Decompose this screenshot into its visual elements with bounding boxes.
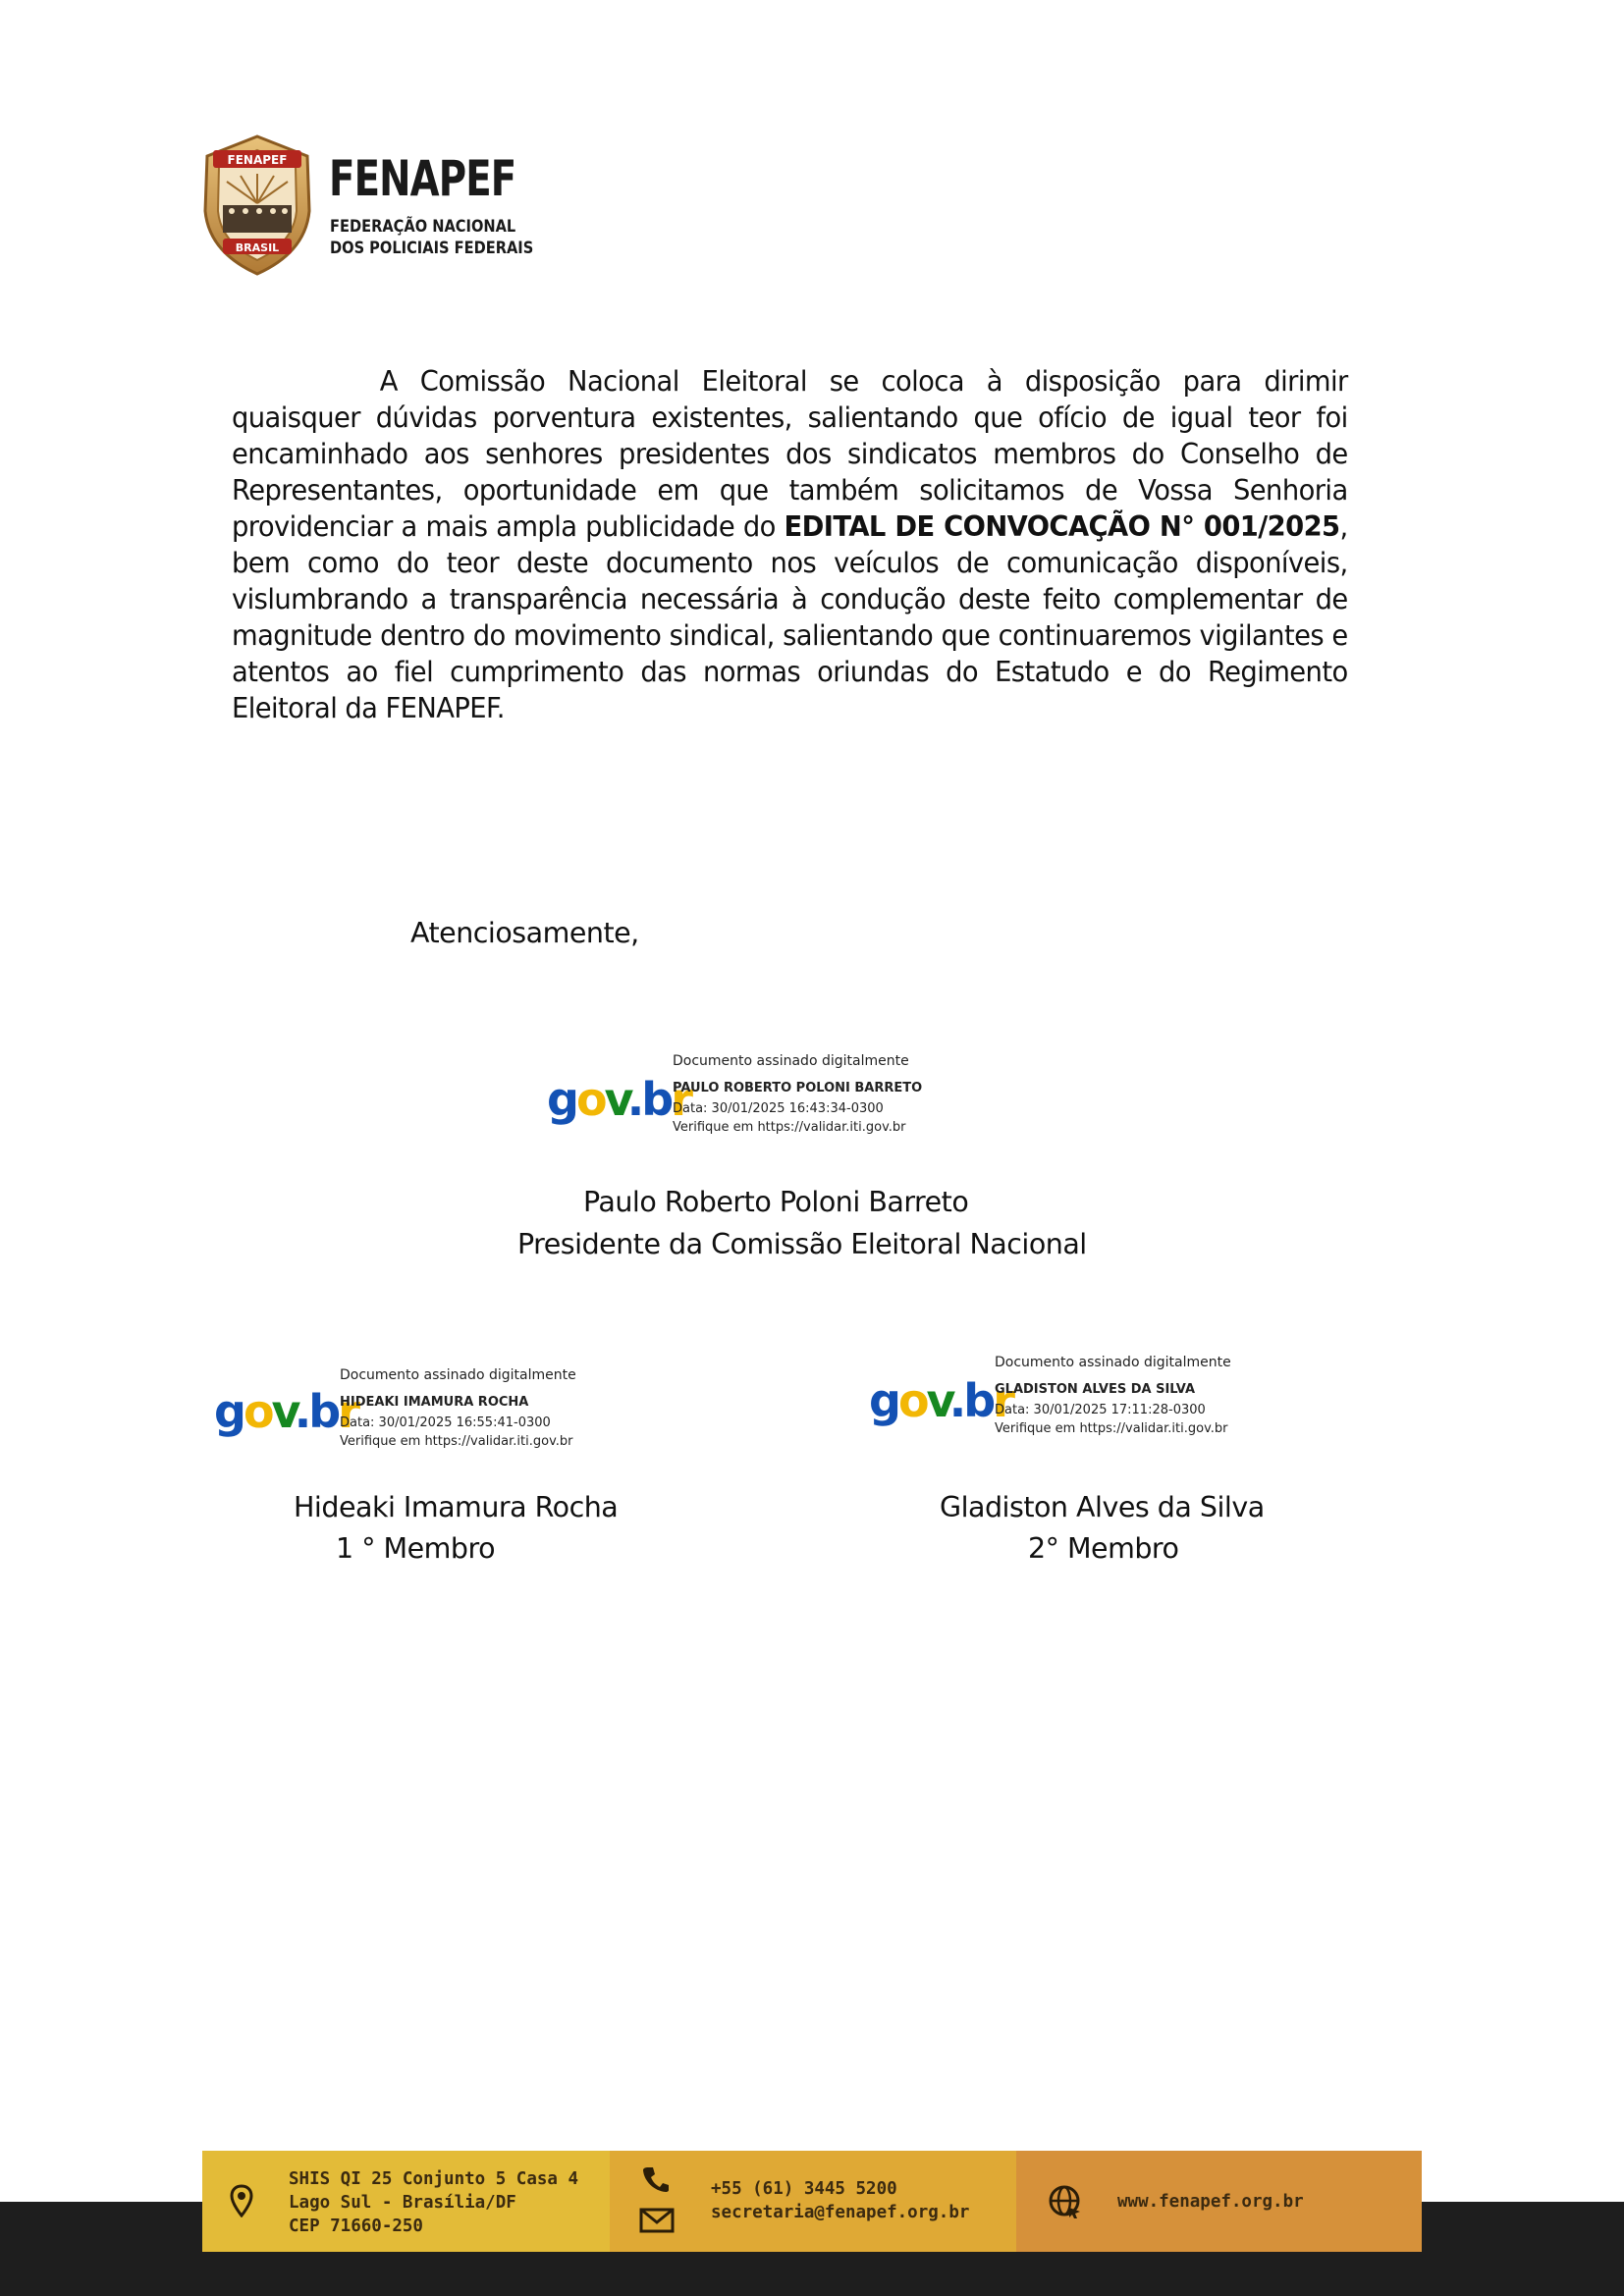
footer-contact-bar — [202, 2151, 1422, 2252]
signer-role: 2° Membro — [1028, 1532, 1179, 1565]
govbr-logo: gov.br — [547, 1073, 690, 1126]
footer-contact-segment — [610, 2151, 1016, 2252]
govbr-signature-stamp: gov.br Documento assinado digitalmente PAULO ROBERTO POLONI BARRETO Data: 30/01/2025 16:43:34-0300 Verifique em https://validar.iti.gov.br — [547, 1053, 923, 1135]
footer-address-segment — [202, 2151, 610, 2252]
signer-name: Gladiston Alves da Silva — [940, 1491, 1265, 1523]
govbr-signature-stamp: gov.br Documento assinado digitalmente HIDEAKI IMAMURA ROCHA Data: 30/01/2025 16:55:41-0300 Verifique em https://validar.iti.gov.br — [214, 1367, 576, 1449]
govbr-logo: gov.br — [869, 1374, 1012, 1427]
footer-website[interactable]: www.fenapef.org.br — [1117, 2192, 1304, 2212]
body-paragraph: A Comissão Nacional Eleitoral se coloca à disposição para dirimir quaisquer dúvidas porventura existentes, salientando que ofício de igual teor foi encaminhado aos senhores presidentes dos sindicatos membros do Conselho de Representantes, oportunidade em que também solicitamos de Vossa Senhoria providenciar a mais ampla publicidade do EDITAL DE CONVOCAÇÃO N° 001/2025, bem como do teor deste documento nos veículos de comunicação disponíveis, vislumbrando a transparência necessária à condução deste feito complementar de magnitude dentro do movimento sindical, salientando que continuaremos vigilantes e atentos ao fiel cumprimento das normas oriundas do Estatudo e do Regimento Eleitoral da FENAPEF. — [232, 365, 1348, 724]
footer-address-line1: SHIS QI 25 Conjunto 5 Casa 4 — [289, 2169, 579, 2189]
svg-text:FENAPEF: FENAPEF — [227, 153, 288, 167]
signer-role: 1 ° Membro — [336, 1532, 496, 1565]
signer-name: Paulo Roberto Poloni Barreto — [583, 1186, 969, 1218]
govbr-signature-stamp: gov.br Documento assinado digitalmente GLADISTON ALVES DA SILVA Data: 30/01/2025 17:11:28-0300 Verifique em https://validar.iti.gov.br — [869, 1355, 1231, 1436]
phone-icon — [641, 2164, 671, 2194]
logo-subtitle-line1: FEDERAÇÃO NACIONAL — [330, 217, 516, 237]
svg-text:BRASIL: BRASIL — [235, 241, 280, 254]
edital-reference: EDITAL DE CONVOCAÇÃO N° 001/2025 — [784, 510, 1340, 543]
footer-phone: +55 (61) 3445 5200 — [711, 2179, 897, 2199]
envelope-icon — [639, 2208, 675, 2233]
logo-subtitle-line2: DOS POLICIAIS FEDERAIS — [330, 239, 534, 258]
footer-address-line2: Lago Sul - Brasília/DF — [289, 2193, 516, 2213]
fenapef-emblem-icon — [199, 133, 315, 278]
closing-salutation: Atenciosamente, — [410, 917, 639, 949]
logo-name: FENAPEF — [329, 150, 516, 207]
footer-email[interactable]: secretaria@fenapef.org.br — [711, 2203, 970, 2222]
globe-icon — [1048, 2184, 1083, 2219]
footer-website-segment — [1016, 2151, 1422, 2252]
signer-name: Hideaki Imamura Rocha — [294, 1491, 619, 1523]
fenapef-logo — [199, 133, 534, 280]
signer-role: Presidente da Comissão Eleitoral Nacional — [517, 1228, 1087, 1260]
govbr-logo: gov.br — [214, 1385, 357, 1438]
location-pin-icon — [230, 2184, 253, 2217]
footer-address-line3: CEP 71660-250 — [289, 2216, 423, 2236]
